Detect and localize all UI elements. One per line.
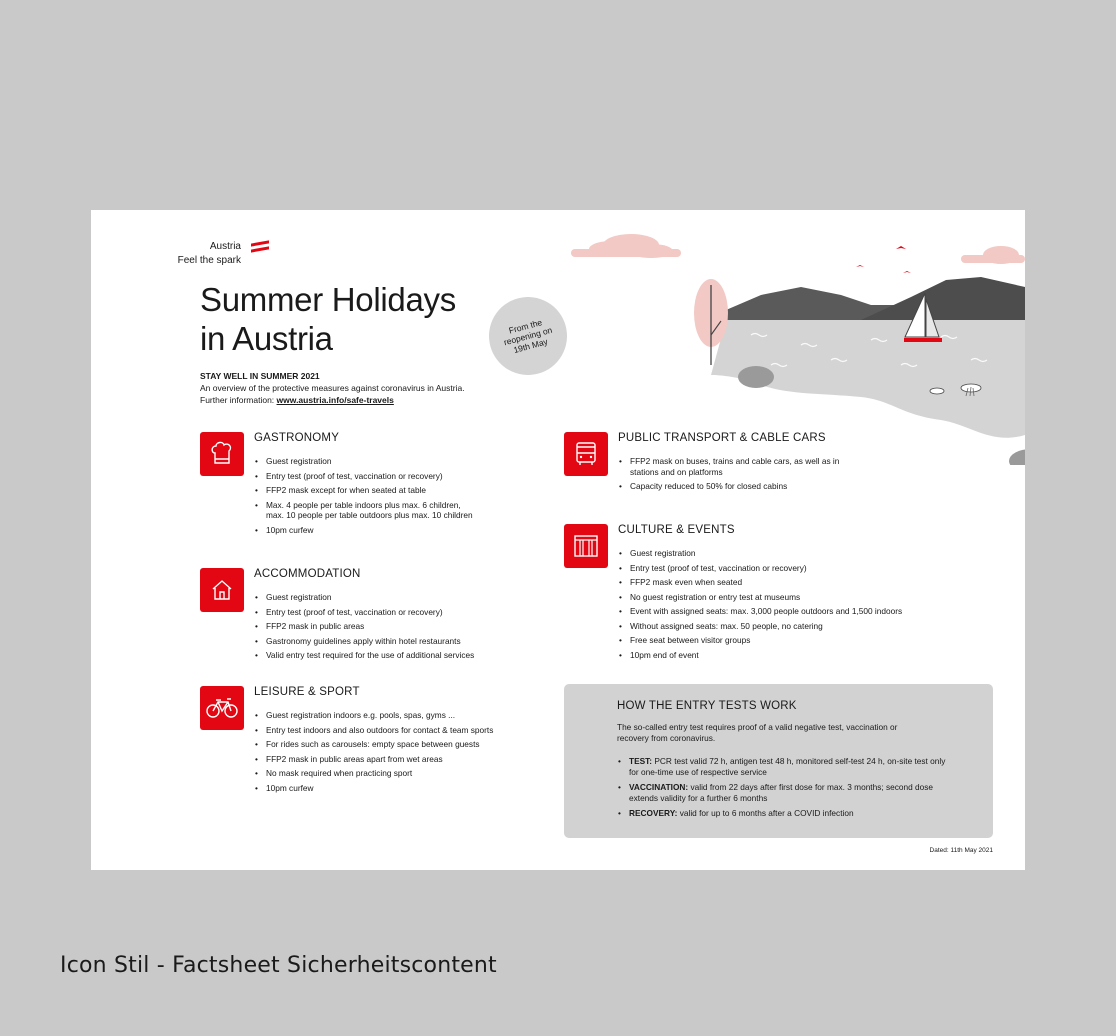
cloud-icon	[571, 234, 681, 258]
bicycle-icon	[200, 686, 244, 730]
list-item: • Guest registration	[618, 546, 902, 561]
leisure-list	[254, 708, 493, 795]
list-item: • 10pm curfew	[254, 523, 473, 538]
list-item: • Event with assigned seats: max. 3,000 people outdoors and 1,500 indoors	[618, 604, 902, 619]
list-item: • FFP2 mask on buses, trains and cable cars, as well as in stations and on platforms	[618, 456, 839, 477]
list-item: • Max. 4 people per table indoors plus max. 6 children, max. 10 people per table outdoors plus max. 10 children	[254, 500, 473, 521]
chef-hat-icon	[200, 432, 244, 476]
panel-title: HOW THE ENTRY TESTS WORK	[617, 700, 797, 712]
mountains	[726, 277, 1025, 323]
list-item: • FFP2 mask even when seated	[618, 575, 902, 590]
transport-list	[618, 454, 839, 494]
tests-list	[617, 756, 957, 823]
bird-icon	[856, 246, 911, 273]
list-item: • Valid entry test required for the use of additional services	[254, 648, 474, 663]
bus-icon	[564, 432, 608, 476]
list-item: • No guest registration or entry test at museums	[618, 590, 902, 605]
list-item: • Guest registration	[254, 590, 474, 605]
intro-kicker: STAY WELL IN SUMMER 2021	[200, 371, 320, 381]
list-item: • Gastronomy guidelines apply within hotel restaurants	[254, 634, 474, 649]
accommodation-list	[254, 590, 474, 663]
intro-text: An overview of the protective measures against coronavirus in Austria.	[200, 383, 465, 393]
culture-list	[618, 546, 902, 662]
list-item: • Free seat between visitor groups	[618, 633, 902, 648]
list-item: • RECOVERY: valid for up to 6 months after a COVID infection	[617, 808, 957, 819]
section-title: CULTURE & EVENTS	[618, 524, 735, 536]
list-item: • Entry test (proof of test, vaccination or recovery)	[254, 469, 473, 484]
list-item: • Without assigned seats: max. 50 people, no catering	[618, 619, 902, 634]
house-icon	[200, 568, 244, 612]
further-info: Further information: www.austria.info/safe-travels	[200, 395, 394, 405]
list-item: • Guest registration indoors e.g. pools, spas, gyms ...	[254, 708, 493, 723]
reopening-badge: From the reopening on 19th May	[480, 288, 576, 384]
brand-name: Austria	[209, 241, 241, 252]
dated-label: Dated: 11th May 2021	[929, 847, 993, 854]
section-title: GASTRONOMY	[254, 432, 340, 444]
list-item: • Capacity reduced to 50% for closed cabins	[618, 479, 839, 494]
list-item: • 10pm curfew	[254, 781, 493, 796]
brand-logo	[131, 240, 241, 268]
list-item: • Guest registration	[254, 454, 473, 469]
section-title: LEISURE & SPORT	[254, 686, 360, 698]
gastronomy-list	[254, 454, 473, 537]
entry-tests-panel	[564, 684, 993, 838]
list-item: • Entry test (proof of test, vaccination or recovery)	[254, 605, 474, 620]
caption: Icon Stil - Factsheet Sicherheitscontent	[60, 953, 497, 978]
list-item: • FFP2 mask in public areas	[254, 619, 474, 634]
factsheet	[91, 210, 1025, 870]
list-item: • VACCINATION: valid from 22 days after first dose for max. 3 months; second dose extends validity for a further 6 months	[617, 782, 957, 804]
list-item: • 10pm end of event	[618, 648, 902, 663]
list-item: • Entry test (proof of test, vaccination or recovery)	[618, 561, 902, 576]
list-item: • FFP2 mask except for when seated at table	[254, 483, 473, 498]
list-item: • TEST: PCR test valid 72 h, antigen test 48 h, monitored self-test 24 h, on-site test only for one-time use of respective service	[617, 756, 957, 778]
section-title: ACCOMMODATION	[254, 568, 361, 580]
brand-slogan: Feel the spark	[177, 255, 241, 266]
list-item: • FFP2 mask in public areas apart from wet areas	[254, 752, 493, 767]
landscape-illustration	[471, 225, 1025, 465]
list-item: • For rides such as carousels: empty space between guests	[254, 737, 493, 752]
theatre-curtain-icon	[564, 524, 608, 568]
cloud-icon	[961, 246, 1025, 264]
page-title: Summer Holidays in Austria	[200, 281, 456, 357]
list-item: • Entry test indoors and also outdoors for contact & team sports	[254, 723, 493, 738]
list-item: • No mask required when practicing sport	[254, 766, 493, 781]
safe-travels-link[interactable]: www.austria.info/safe-travels	[276, 395, 394, 405]
section-title: PUBLIC TRANSPORT & CABLE CARS	[618, 432, 826, 444]
panel-intro: The so-called entry test requires proof of a valid negative test, vaccination or recovery from coronavirus.	[617, 722, 898, 743]
austria-flag-icon	[251, 242, 269, 254]
